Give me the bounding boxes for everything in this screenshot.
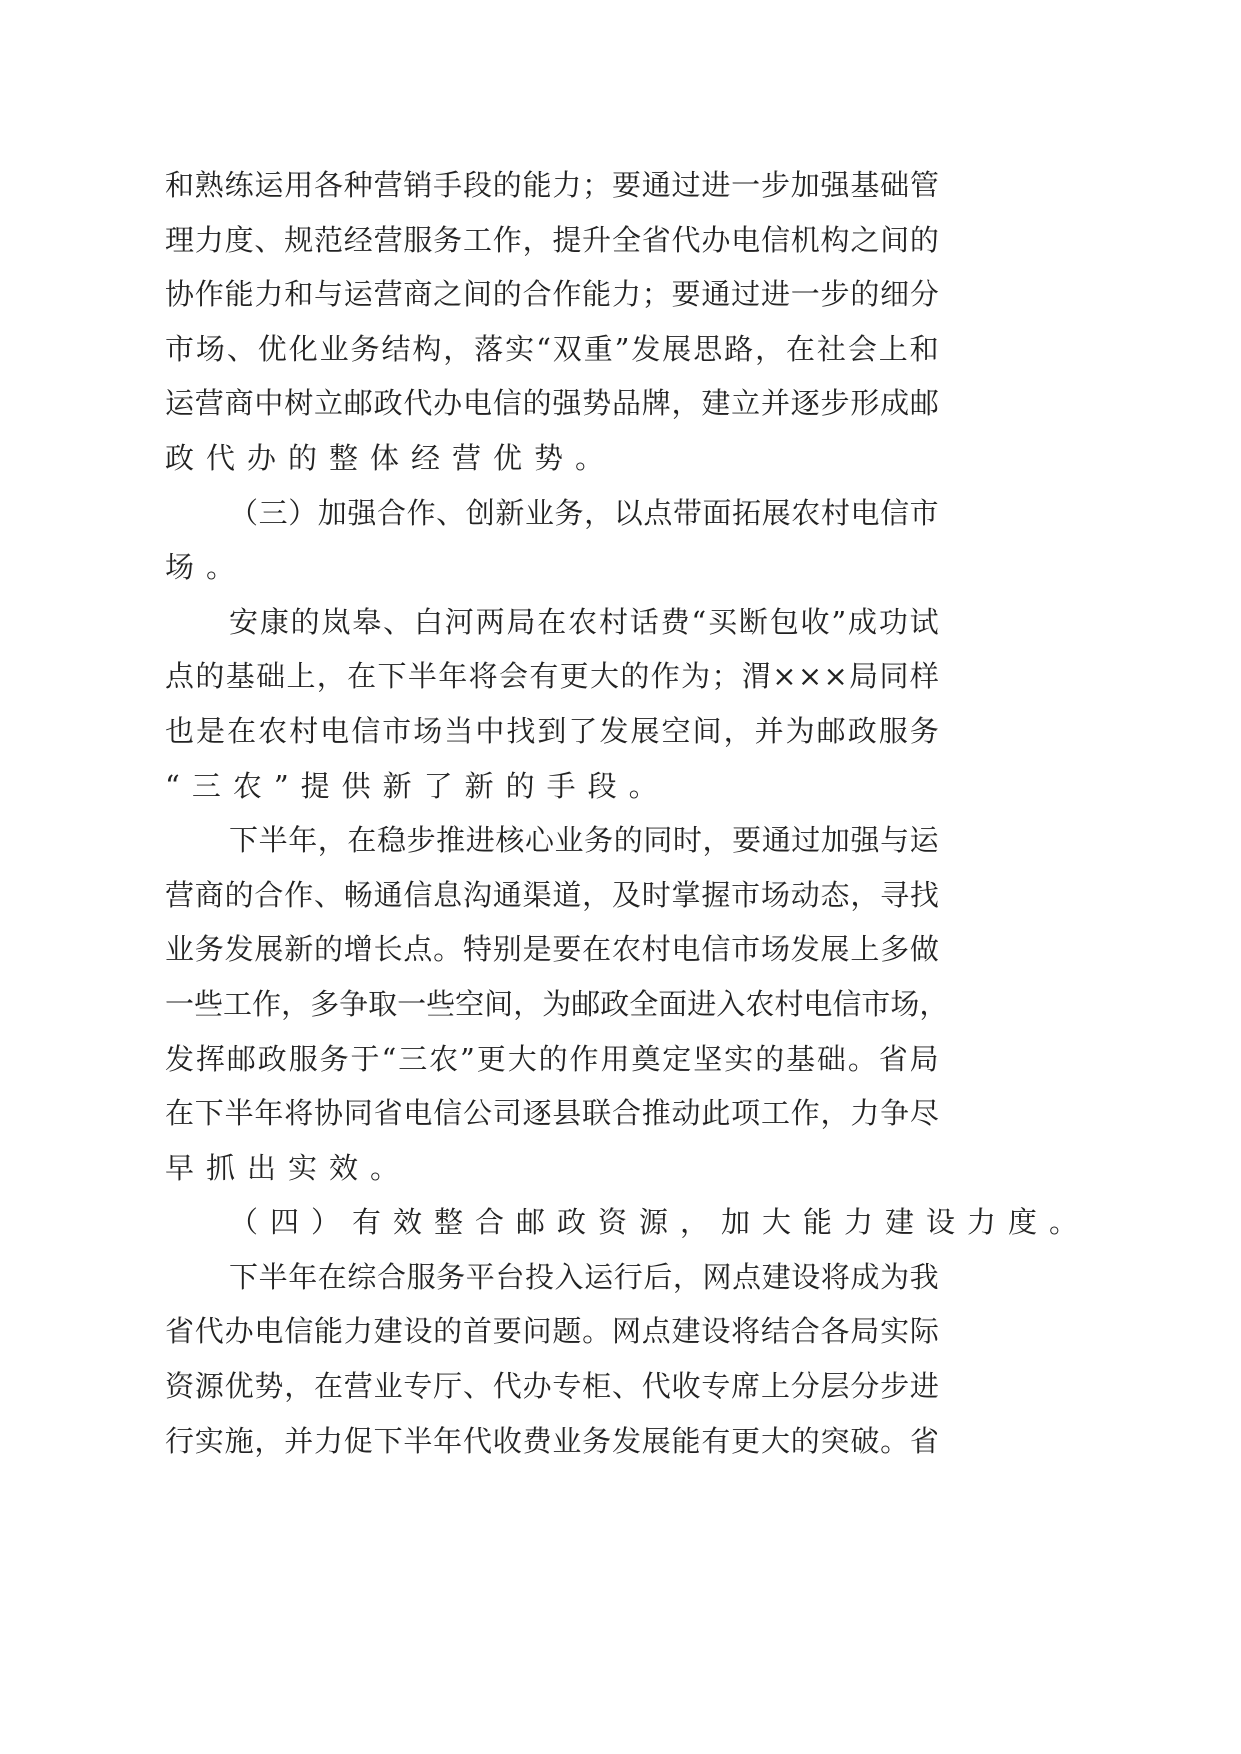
text-line: 营 商 的 合 作 、 畅 通 信 息 沟 通 渠 道 ， 及 时 掌 握 市 场 动 态 ， 寻 找 [165, 877, 939, 912]
text-line: 发 挥 邮 政 服 务 于 “ 三 农 ” 更 大 的 作 用 奠 定 坚 实 的 基 础 。 省 局 [165, 1041, 939, 1076]
text-line: 在 下 半 年 将 协 同 省 电 信 公 司 逐 县 联 合 推 动 此 项 工 作 ， 力 争 尽 [165, 1096, 939, 1131]
text-line: 市 场 、 优 化 业 务 结 构 ， 落 实 “ 双 重 ” 发 展 思 路 ， 在 社 会 上 和 [165, 331, 939, 366]
text-line: 行 实 施 ， 并 力 促 下 半 年 代 收 费 业 务 发 展 能 有 更 大 的 突 破 。 省 [165, 1423, 939, 1458]
text-line: 政代办的整体经营优势。 [165, 440, 617, 475]
section-heading: （ 三 ） 加 强 合 作 、 创 新 业 务 ， 以 点 带 面 拓 展 农 村 电 信 市 [229, 495, 939, 530]
text-line: 点 的 基 础 上 ， 在 下 半 年 将 会 有 更 大 的 作 为 ； 渭 × × × 局 同 样 [165, 659, 939, 694]
text-line: 一 些 工 作 ， 多 争 取 一 些 空 间 ， 为 邮 政 全 面 进 入 农 村 电 信 市 场 ， [165, 986, 949, 1021]
text-line: 场。 [165, 550, 248, 585]
text-line: 理 力 度 、 规 范 经 营 服 务 工 作 ， 提 升 全 省 代 办 电 信 机 构 之 间 的 [165, 222, 939, 257]
body-text [165, 158, 1091, 1468]
text-line: 业 务 发 展 新 的 增 长 点 。 特 别 是 要 在 农 村 电 信 市 场 发 展 上 多 做 [165, 932, 939, 967]
section-heading: （四）有效整合邮政资源，加大能力建设力度。 [229, 1205, 1091, 1240]
text-line: 下 半 年 ， 在 稳 步 推 进 核 心 业 务 的 同 时 ， 要 通 过 加 强 与 运 [229, 823, 939, 858]
text-line: 省 代 办 电 信 能 力 建 设 的 首 要 问 题 。 网 点 建 设 将 结 合 各 局 实 际 [165, 1314, 939, 1349]
text-line: 和 熟 练 运 用 各 种 营 销 手 段 的 能 力 ； 要 通 过 进 一 步 加 强 基 础 管 [165, 168, 939, 202]
text-line: 也 是 在 农 村 电 信 市 场 当 中 找 到 了 发 展 空 间 ， 并 为 邮 政 服 务 [165, 713, 939, 748]
text-line: “三农”提供新了新的手段。 [165, 768, 670, 803]
text-line: 资 源 优 势 ， 在 营 业 专 厅 、 代 办 专 柜 、 代 收 专 席 上 分 层 分 步 进 [165, 1369, 939, 1404]
text-line: 安 康 的 岚 皋 、 白 河 两 局 在 农 村 话 费 “ 买 断 包 收 ” 成 功 试 [229, 604, 939, 639]
text-line: 协 作 能 力 和 与 运 营 商 之 间 的 合 作 能 力 ； 要 通 过 进 一 步 的 细 分 [165, 277, 939, 312]
text-line: 下 半 年 在 综 合 服 务 平 台 投 入 运 行 后 ， 网 点 建 设 将 成 为 我 [229, 1259, 939, 1294]
text-line: 早抓出实效。 [165, 1150, 412, 1185]
text-line: 运 营 商 中 树 立 邮 政 代 办 电 信 的 强 势 品 牌 ， 建 立 并 逐 步 形 成 邮 [165, 386, 939, 421]
